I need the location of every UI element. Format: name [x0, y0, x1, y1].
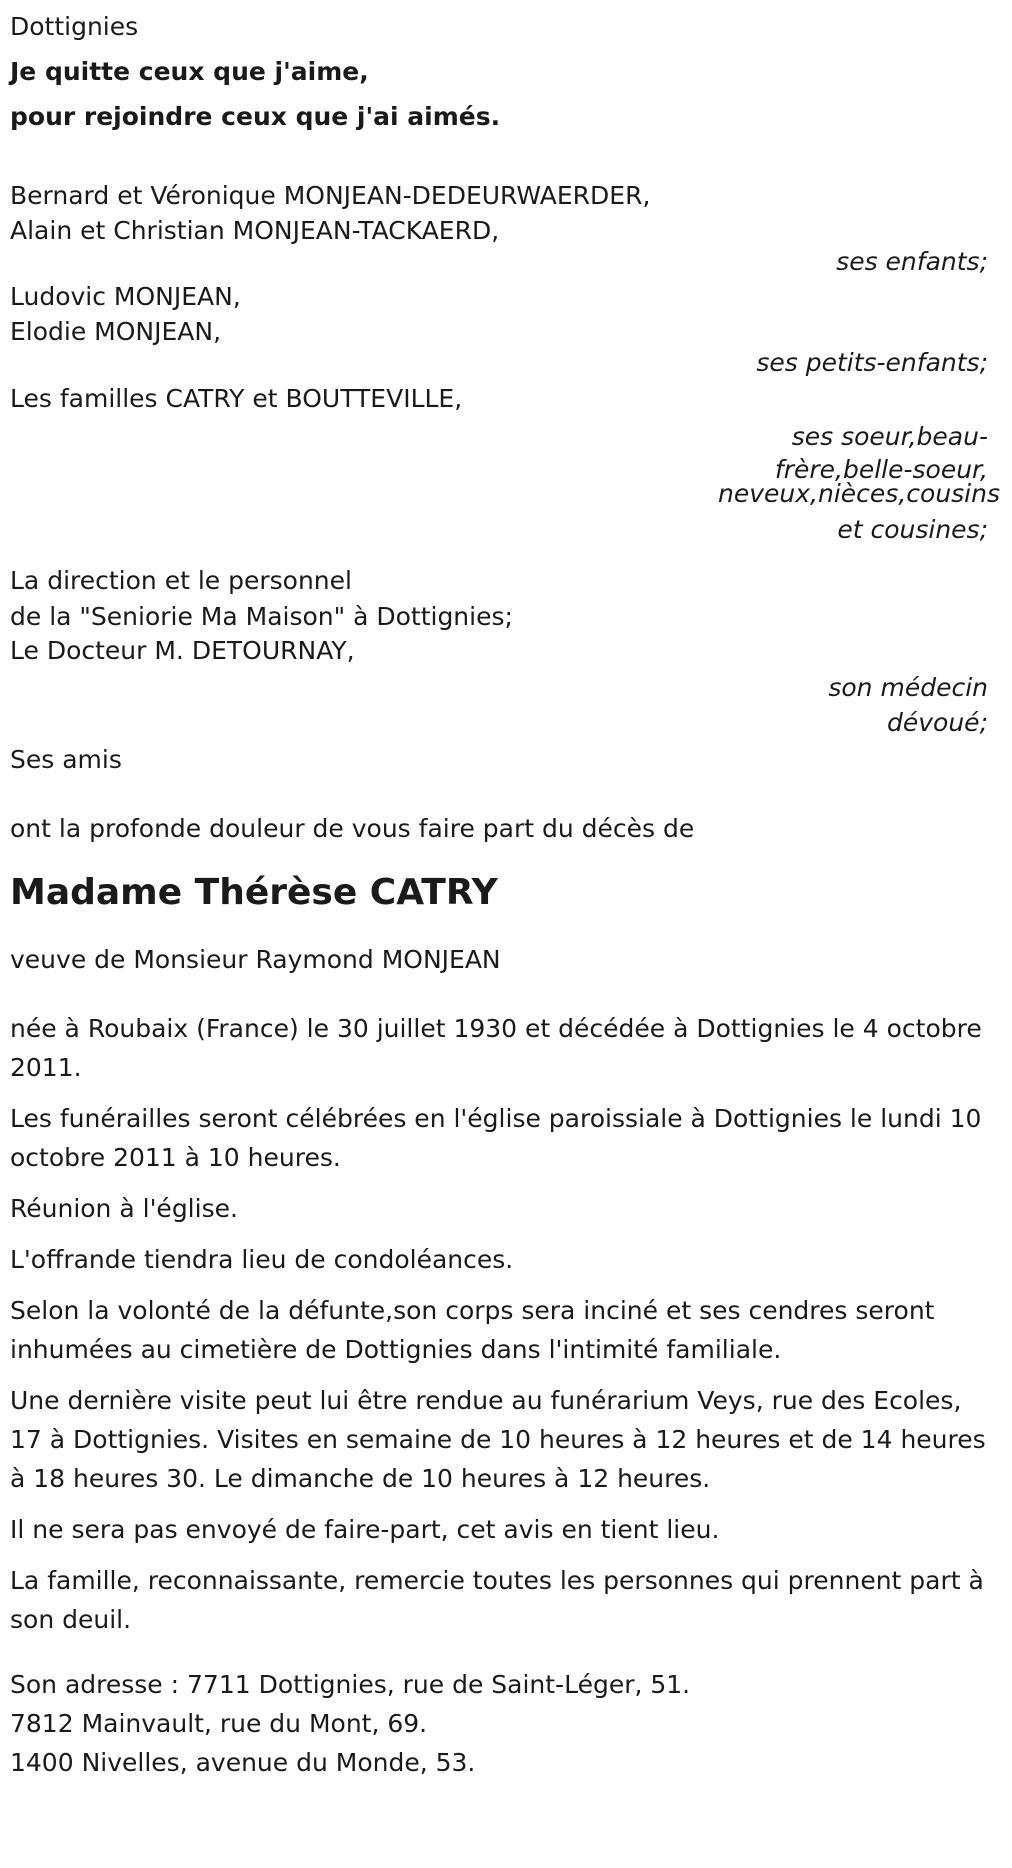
obituary-notice: [10, 7, 1000, 1782]
children-line-2: Alain et Christian MONJEAN-TACKAERD,: [10, 216, 500, 245]
families-role-3: neveux,nièces,cousins: [718, 479, 1000, 508]
no-card-paragraph: Il ne sera pas envoyé de faire-part, cet avis en tient lieu.: [10, 1515, 720, 1544]
widow-of-line: veuve de Monsieur Raymond MONJEAN: [10, 945, 501, 974]
address-line-1: Son adresse : 7711 Dottignies, rue de Saint-Léger, 51.: [10, 1670, 691, 1699]
quote-line-2: pour rejoindre ceux que j'ai aimés.: [10, 102, 501, 131]
doctor-line: Le Docteur M. DETOURNAY,: [10, 636, 355, 665]
children-role: ses enfants;: [836, 247, 988, 276]
cremation-paragraph: Selon la volonté de la défunte,son corps sera inciné et ses cendres seront inhumées au cimetière de Dottignies dans l'intimité familiale.: [10, 1296, 935, 1364]
meeting-paragraph: Réunion à l'église.: [10, 1194, 238, 1223]
children-line-1: Bernard et Véronique MONJEAN-DEDEURWAERDER,: [10, 181, 651, 210]
families-line: Les familles CATRY et BOUTTEVILLE,: [10, 384, 463, 413]
families-role-1: ses soeur,beau-: [791, 422, 988, 451]
families-role-4: et cousines;: [837, 515, 988, 544]
families-role-2: frère,belle-soeur,: [774, 455, 988, 484]
doctor-role-2: dévoué;: [887, 708, 988, 737]
grandchildren-line-1: Ludovic MONJEAN,: [10, 282, 241, 311]
announcement-line: ont la profonde douleur de vous faire part du décès de: [10, 814, 695, 843]
address-line-3: 1400 Nivelles, avenue du Monde, 53.: [10, 1748, 476, 1777]
grandchildren-line-2: Elodie MONJEAN,: [10, 317, 222, 346]
direction-line-1: La direction et le personnel: [10, 566, 352, 595]
deceased-name: Madame Thérèse CATRY: [10, 872, 498, 913]
funeral-paragraph: Les funérailles seront célébrées en l'église paroissiale à Dottignies le lundi 10 octobre 2011 à 10 heures.: [10, 1104, 982, 1172]
place-heading: Dottignies: [10, 12, 139, 41]
address-line-2: 7812 Mainvault, rue du Mont, 69.: [10, 1709, 428, 1738]
quote-line-1: Je quitte ceux que j'aime,: [10, 57, 369, 86]
grandchildren-role: ses petits-enfants;: [756, 348, 988, 377]
thanks-paragraph: La famille, reconnaissante, remercie toutes les personnes qui prennent part à son deuil.: [10, 1566, 984, 1634]
offering-paragraph: L'offrande tiendra lieu de condoléances.: [10, 1245, 514, 1274]
birth-death-paragraph: née à Roubaix (France) le 30 juillet 1930 et décédée à Dottignies le 4 octobre 2011.: [10, 1014, 982, 1082]
visits-paragraph: Une dernière visite peut lui être rendue au funérarium Veys, rue des Ecoles, 17 à Dottignies. Visites en semaine de 10 heures à 12 heures et de 14 heures à 18 heures 30. Le dimanche de 10 heures à 12 heures.: [10, 1386, 986, 1493]
doctor-role-1: son médecin: [828, 673, 988, 702]
friends-line: Ses amis: [10, 745, 122, 774]
direction-line-2: de la "Seniorie Ma Maison" à Dottignies;: [10, 602, 513, 631]
